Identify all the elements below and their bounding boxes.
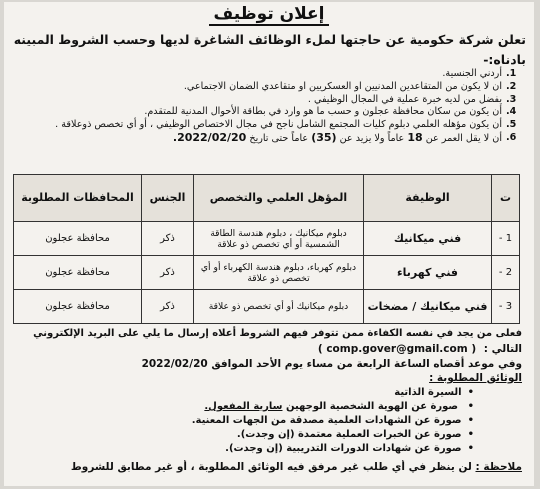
header-gender: الجنس: [142, 175, 194, 222]
list-item: • صورة عن الهوية الشخصية الوجهين سارية المفعول.: [18, 400, 474, 414]
list-item: • صورة عن الخبرات العملية معتمدة (إن وجدت).: [18, 428, 474, 442]
table-row: 3 - فني ميكانيك / مضخات دبلوم ميكانيك أو أي تخصص ذو علاقة ذكر محافظة عجلون: [14, 290, 520, 324]
table-header-row: [14, 175, 520, 222]
documents-heading: الوثائق المطلوبة :: [429, 372, 522, 384]
table-row: 1 - فني ميكانيك دبلوم ميكانيك ، دبلوم هندسة الطاقة الشمسية أو أي تخصص ذو علاقة ذكر محافظة عجلون: [14, 222, 520, 256]
documents-list: [18, 386, 474, 456]
header-qualification: المؤهل العلمي والتخصص: [194, 175, 364, 222]
condition-item: .4 أن يكون من سكان محافظة عجلون و حسب ما هو وارد في بطاقة الأحوال المدنية للمتقدم.: [144, 106, 517, 118]
list-item: • صورة عن شهادات الدورات التدريبية (إن وجدت).: [18, 442, 474, 456]
remark-note: ملاحظة : لن ينظر في أي طلب غير مرفق فيه الوثائق المطلوبة ، أو غير مطابق للشروط: [70, 461, 522, 473]
email-line: التالي : ( comp.gover@gmail.com ): [317, 343, 522, 355]
header-num: ت: [492, 175, 520, 222]
apply-instructions: فعلى من يجد في نفسه الكفاءة ممن تتوفر فيهم الشروط أعلاه إرسال ما يلي على البريد الإلكتروني: [33, 328, 522, 339]
condition-item: .5 أن يكون مؤهله العلمي دبلوم كليات المجتمع الشامل ناجح في مجال الاختصاص الوظيفي ، أو أي تخصص ذوعلاقة .: [55, 119, 517, 131]
max-age: (35): [311, 130, 337, 144]
condition-item-age: .6 أن لا يقل العمر عن 18 عاماً ولا يزيد عن (35) عاماً حتى تاريخ 2022/02/20.: [172, 130, 517, 144]
header-job: الوظيفة: [364, 175, 492, 222]
announcement-page: [4, 2, 534, 486]
table-row: 2 - فني كهرباء دبلوم كهرباء، دبلوم هندسة الكهرباء أو أي تخصص ذو علاقة ذكر محافظة عجلون: [14, 256, 520, 290]
application-deadline: وفي موعد أقصاه الساعة الرابعة من مساء يوم الأحد الموافق 2022/02/20: [141, 358, 522, 370]
contact-email: ( comp.gover@gmail.com ): [317, 343, 477, 355]
announcement-title: إعلان توظيف: [4, 4, 534, 24]
list-item: • السيرة الذاتية: [18, 386, 474, 400]
min-age: 18: [407, 130, 423, 144]
condition-item: .1 أردني الجنسية.: [442, 68, 517, 79]
jobs-table: [13, 174, 520, 324]
age-cutoff-date: 2022/02/20.: [172, 130, 247, 144]
list-item: • صورة عن الشهادات العلمية مصدقة من الجهات المعنية.: [18, 414, 474, 428]
intro-text: تعلن شركة حكومية عن حاجتها لملء الوظائف الشاغرة لديها وحسب الشروط المبينه بادناه:-: [13, 32, 526, 67]
header-governorate: المحافظات المطلوبة: [14, 175, 142, 222]
condition-item: .3 يفضل من لديه خبرة عملية في المجال الوظيفي .: [307, 93, 517, 105]
condition-item: .2 ان لا يكون من المتقاعدين المدنيين او العسكريين او متقاعدي الضمان الاجتماعي.: [183, 80, 517, 92]
conditions-list: [18, 68, 522, 146]
